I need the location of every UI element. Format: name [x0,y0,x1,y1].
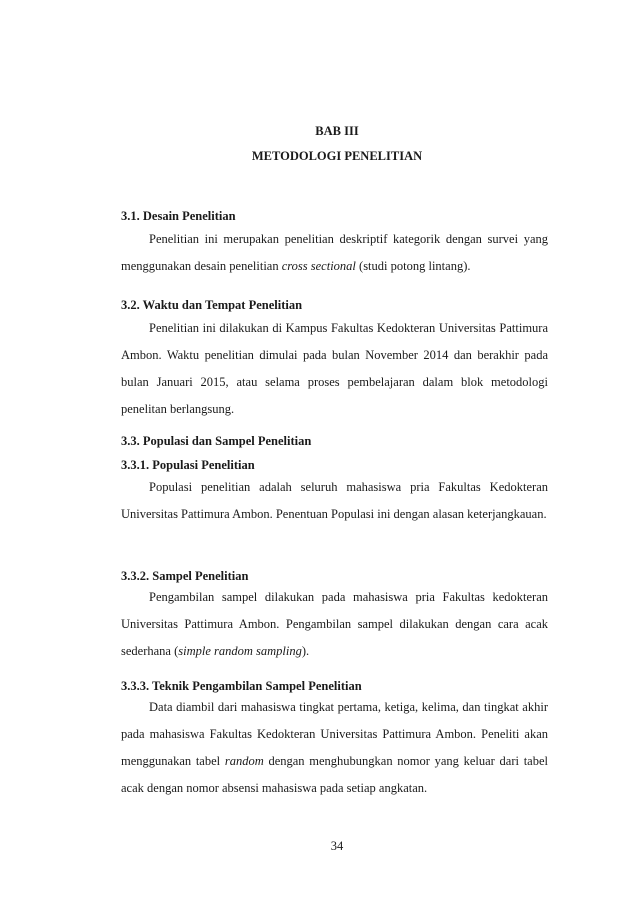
italic-term: random [224,754,264,768]
paragraph-text: Data diambil dari mahasiswa tingkat pertama, ketiga, kelima, dan tingkat akhir pada mahasiswa Fakultas Kedokteran Universitas Pattimura Ambon. Peneliti akan menggunakan tabel [121,700,548,768]
section-paragraph-3-3-1: Populasi penelitian adalah seluruh mahasiswa pria Fakultas Kedokteran Universitas Pattimura Ambon. Penentuan Populasi ini dengan alasan keterjangkauan. [121,480,548,521]
section-heading-3-3: 3.3. Populasi dan Sampel Penelitian [121,434,312,448]
section-paragraph-3-2: Penelitian ini dilakukan di Kampus Fakultas Kedokteran Universitas Pattimura Ambon. Waktu penelitian dimulai pada bulan November 2014 dan berakhir pada bulan Januari 2015, atau selama proses pembelajaran dalam blok metodologi penelitan berlangsung. [121,321,548,416]
section-heading-3-3-3: 3.3.3. Teknik Pengambilan Sampel Penelitian [121,679,362,693]
paragraph-text: (studi potong lintang). [355,259,471,273]
italic-term: simple random sampling [178,644,302,658]
italic-term: cross sectional [281,259,356,273]
section-paragraph-3-3-3 [121,694,548,802]
section-paragraph-3-1 [121,226,548,280]
section-heading-3-1: 3.1. Desain Penelitian [121,209,236,223]
paragraph-text: Pengambilan sampel dilakukan pada mahasiswa pria Fakultas kedokteran Universitas Pattimura Ambon. Pengambilan sampel dilakukan dengan cara acak sederhana ( [121,590,548,658]
chapter-title: METODOLOGI PENELITIAN [251,149,423,163]
page-number: 34 [330,839,344,853]
paragraph-text: ). [301,644,310,658]
paragraph-text: dengan menghubungkan nomor yang keluar dari tabel acak dengan nomor absensi mahasiswa pada setiap angkatan. [121,754,548,795]
chapter-label: BAB III [315,124,359,138]
section-heading-3-3-2: 3.3.2. Sampel Penelitian [121,569,249,583]
paragraph-text: Penelitian ini merupakan penelitian deskriptif kategorik dengan survei yang menggunakan desain penelitian [121,232,548,273]
section-heading-3-3-1: 3.3.1. Populasi Penelitian [121,458,255,472]
section-heading-3-2: 3.2. Waktu dan Tempat Penelitian [121,298,303,312]
section-paragraph-3-3-2 [121,584,548,665]
